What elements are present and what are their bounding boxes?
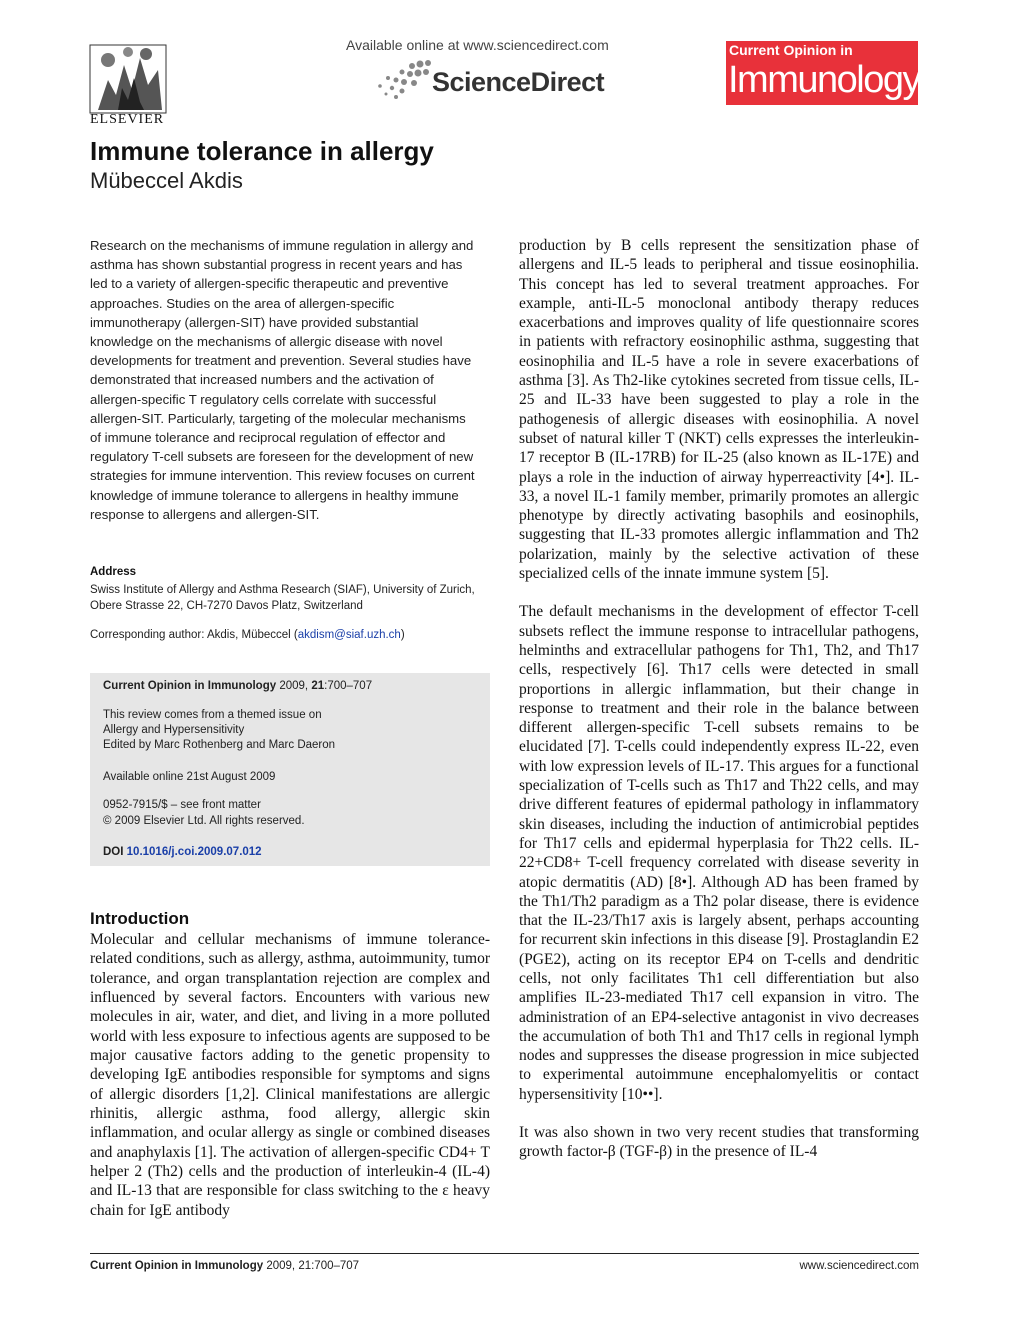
publisher-name: ELSEVIER bbox=[90, 112, 165, 127]
info-pages: :700–707 bbox=[324, 680, 373, 692]
article-info-box bbox=[90, 673, 490, 866]
corresponding-suffix: ) bbox=[400, 629, 405, 641]
article-title: Immune tolerance in allergy bbox=[90, 136, 434, 166]
sciencedirect-wordmark: ScienceDirect bbox=[432, 67, 605, 97]
info-theme-line3: Edited by Marc Rothenberg and Marc Daeron bbox=[103, 739, 336, 751]
footer-url-link[interactable]: www.sciencedirect.com bbox=[799, 1260, 919, 1272]
info-issn: 0952-7915/$ – see front matter bbox=[103, 799, 261, 811]
journal-series-label: Current Opinion in bbox=[729, 42, 853, 58]
paragraph-1: production by B cells represent the sensitization phase of allergens and IL-5 leads to peripheral and tissue eosinophilia. This concept has led to several treatment approaches. For example, anti-IL-5 monoclonal antibody therapy reduces exacerbations and improves quality of life questionnaire scores in patients with refractory eosinophilic asthma, suggesting that eosinophilia and IL-5 have a role in severe exacerbations of asthma [3]. As Th2-like cytokines secreted from tissue cells, IL-25 and IL-33 have been suggested to play a role in the pathogenesis of allergic diseases with eosinophilia. A novel subset of natural killer T (NKT) cells expresses the interleukin-17 receptor B (IL-17RB) for IL-25 (also known as IL-17E) and plays a role in the induction of airway hyperreactivity [4•]. IL-33, a novel IL-1 family member, primarily promotes an allergic phenotype by directly activating basophils and eosinophils, suggesting that IL-33 promotes allergic inflammation and Th2 polarization, mainly by the selective activation of these specialized cells of the innate immune system [5]. bbox=[519, 237, 919, 583]
journal-badge bbox=[726, 41, 918, 105]
info-doi-label: DOI bbox=[103, 846, 124, 858]
paragraph-3: It was also shown in two very recent studies that transforming growth factor-β (TGF-β) in the presence of IL-4 bbox=[519, 1124, 919, 1161]
right-column bbox=[519, 236, 919, 1181]
address-heading: Address bbox=[90, 566, 137, 578]
info-available-date: Available online 21st August 2009 bbox=[103, 771, 276, 783]
info-doi-link[interactable]: 10.1016/j.coi.2009.07.012 bbox=[126, 846, 262, 858]
info-citation bbox=[103, 680, 372, 692]
footer-citation bbox=[90, 1260, 359, 1272]
address-text: Swiss Institute of Allergy and Asthma Research (SIAF), University of Zurich, Obere Strasse 22, CH-7270 Davos Platz, Switzerland bbox=[90, 584, 475, 612]
journal-name-label: Immunology bbox=[728, 59, 920, 101]
footer-divider bbox=[90, 1253, 919, 1254]
info-copyright: © 2009 Elsevier Ltd. All rights reserved. bbox=[103, 815, 305, 827]
paragraph-2: The default mechanisms in the development of effector T-cell subsets reflect the immune response to intracellular pathogens, helminths and extracellular pathogens for Th1, Th2, and Th17 cells, respectively [6]. Th17 cells were detected in small proportions in allergic inflammation, but their change in response to treatment and their role in the balance between different allergen-specific T-cell subsets remains to be elucidated [7]. T-cells could independently express IL-22, even with low expression levels of IL-17. This argues for a functional specialization of T-cells such as Th17 and Th22 cells, and may drive different features of epidermal pathology in inflammatory skin diseases, including the induction of antimicrobial peptides for Th17 cells and epidermal hyperplasia for Th22 cells. IL-22+CD8+ T-cell frequency correlated with disease severity in atopic dermatitis (AD) [8•]. Although AD has been framed by the Th1/Th2 paradigm as a Th2 polar disease, there is evidence that the IL-23/Th17 axis is largely absent, perhaps accounting for recurrent skin infections in this disease [9]. Prostaglandin E2 (PGE2), acting on its receptor EP4 on T-cells and dendritic cells, not only facilitates Th1 cell differentiation but also amplifies IL-23-mediated Th17 cell expansion in vitro. The administration of an EP4-selective antagonist in vivo decreases the accumulation of both Th1 and Th17 cells in regional lymph nodes and suppresses the disease progression in mice subjected to experimental autoimmune encephalomyelitis or contact hypersensitivity [10••]. bbox=[519, 603, 919, 1103]
available-online-text: Available online at www.sciencedirect.com bbox=[346, 37, 609, 53]
author-email-link[interactable]: akdism@siaf.uzh.ch bbox=[297, 629, 401, 641]
info-doi bbox=[103, 846, 262, 858]
footer-volume-pages: 2009, 21:700–707 bbox=[266, 1260, 360, 1272]
info-year: 2009, bbox=[279, 680, 309, 692]
introduction-heading: Introduction bbox=[90, 909, 190, 928]
introduction-body: Molecular and cellular mechanisms of immune tolerance-related conditions, such as allergy, asthma, autoimmunity, tumor tolerance, and organ transplantation rejection are complex and influenced by several factors. Encounters with various new molecules in air, water, and diet, and living in a more polluted world with less exposure to infectious agents are supposed to be major causative factors adding to the genetic propensity to developing IgE antibodies responsible for symptoms and signs of allergic disorders [1,2]. Clinical manifestations are allergic rhinitis, allergic asthma, food allergy, allergic skin inflammation, and ocular allergy as single or combined diseases and anaphylaxis [1]. The activation of allergen-specific CD4+ T helper 2 (Th2) cells and the production of interleukin-4 (IL-4) and IL-13 that are responsible for class switching to the ε heavy chain for IgE antibody bbox=[90, 931, 490, 1219]
info-theme-line1: This review comes from a themed issue on bbox=[103, 709, 322, 721]
article-author: Mübeccel Akdis bbox=[90, 168, 243, 193]
info-journal: Current Opinion in Immunology bbox=[103, 680, 277, 692]
footer-journal: Current Opinion in Immunology bbox=[90, 1260, 264, 1272]
corresponding-author bbox=[90, 629, 405, 641]
info-theme-line2: Allergy and Hypersensitivity bbox=[103, 724, 245, 736]
corresponding-prefix: Corresponding author: Akdis, Mübeccel ( bbox=[90, 629, 298, 641]
abstract-text: Research on the mechanisms of immune regulation in allergy and asthma has shown substantial progress in recent years and has led to a variety of allergen-specific therapeutic and preventive approaches. Studies on the area of allergen-specific immunotherapy (allergen-SIT) have provided substantial knowledge on the mechanisms of allergic disease with novel developments for treatment and prevention. Several studies have demonstrated that increased numbers and the activation of allergen-specific T regulatory cells correlate with successful allergen-SIT. Particularly, targeting of the molecular mechanisms of immune tolerance and reciprocal regulation of effector and regulatory T-cell subsets are foreseen for the development of new strategies for immune intervention. This review focuses on current knowledge of immune tolerance to allergens in healthy immune response to allergens and allergen-SIT. bbox=[90, 238, 475, 522]
info-volume: 21 bbox=[311, 680, 325, 692]
